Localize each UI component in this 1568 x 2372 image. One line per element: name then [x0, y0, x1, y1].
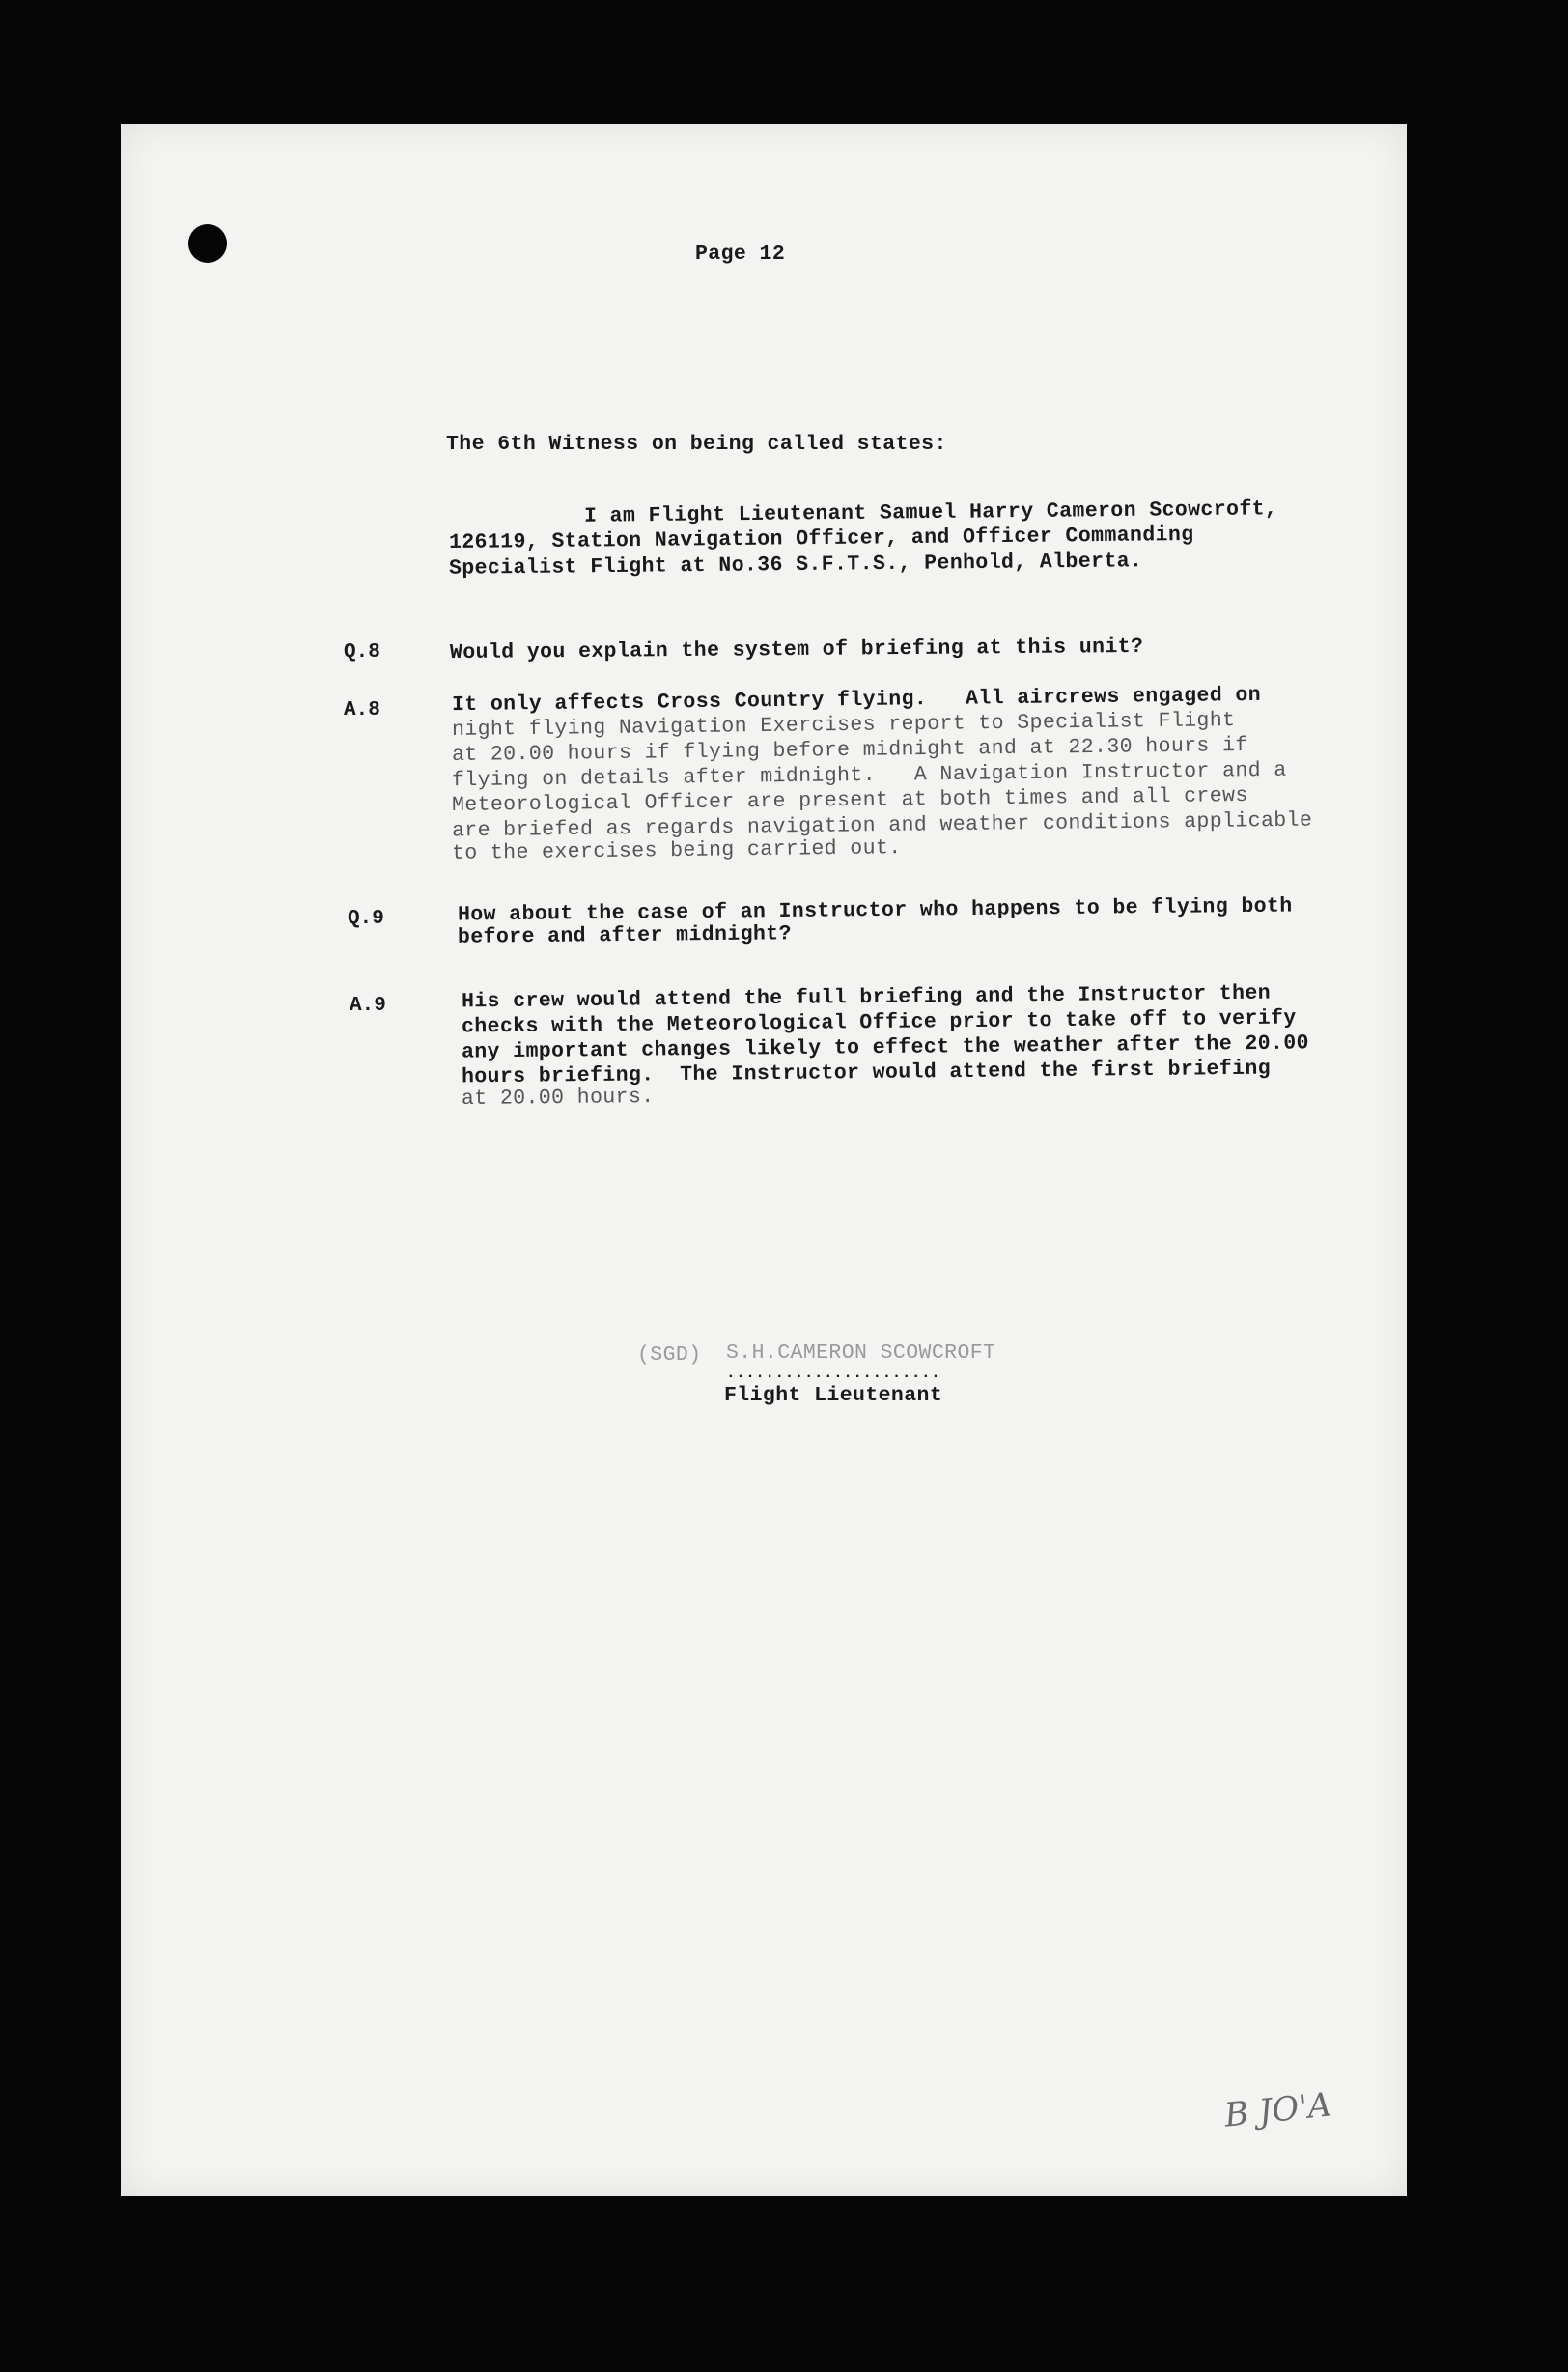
a8-label: A.8 — [344, 699, 380, 721]
a8-line-3: at 20.00 hours if flying before midnight and at 22.30 hours if — [451, 733, 1248, 768]
a8-line-2: night flying Navigation Exercises report to Specialist Flight — [451, 709, 1236, 742]
witness-heading: The 6th Witness on being called states: — [446, 433, 947, 456]
a9-line-2: checks with the Meteorological Office prior to take off to verify — [461, 1006, 1297, 1039]
signature-sgd: (SGD) — [637, 1343, 702, 1367]
a9-label: A.9 — [350, 995, 386, 1017]
a9-line-1: His crew would attend the full briefing and the Instructor then — [461, 981, 1272, 1014]
q9-label: Q.9 — [348, 908, 384, 930]
a8-line-1: It only affects Cross Country flying. All aircrews engaged on — [451, 683, 1262, 718]
a8-line-5: Meteorological Officer are present at both times and all crews — [451, 783, 1248, 818]
q9-line-1: How about the case of an Instructor who happens to be flying both — [457, 894, 1293, 927]
a9-line-5: at 20.00 hours. — [461, 1085, 655, 1112]
a9-line-3: any important changes likely to effect the weather after the 20.00 — [461, 1031, 1310, 1064]
handwritten-note: B JO'A — [1222, 2085, 1333, 2135]
a8-line-4: flying on details after midnight. A Navigation Instructor and a — [451, 758, 1287, 793]
q8-label: Q.8 — [344, 641, 380, 664]
signature-rank: Flight Lieutenant — [724, 1384, 943, 1407]
page-number: Page 12 — [695, 242, 786, 266]
a8-line-6: are briefed as regards navigation and weather conditions applicable — [451, 808, 1313, 843]
statement-line-1: I am Flight Lieutenant Samuel Harry Cameron Scowcroft, — [583, 497, 1278, 528]
punch-hole — [188, 224, 227, 263]
statement-line-3: Specialist Flight at No.36 S.F.T.S., Penhold, Alberta. — [448, 550, 1143, 580]
q8-line-1: Would you explain the system of briefing at this unit? — [449, 635, 1144, 665]
signature-name: S.H.CAMERON SCOWCROFT — [726, 1341, 996, 1365]
q9-line-2: before and after midnight? — [457, 922, 792, 949]
signature-dotted-line: ...................... — [726, 1365, 941, 1382]
statement-line-2: 126119, Station Navigation Officer, and Officer Commanding — [448, 522, 1194, 555]
a9-line-4: hours briefing. The Instructor would attend the first briefing — [461, 1057, 1272, 1089]
a8-line-7: to the exercises being carried out. — [451, 836, 902, 865]
